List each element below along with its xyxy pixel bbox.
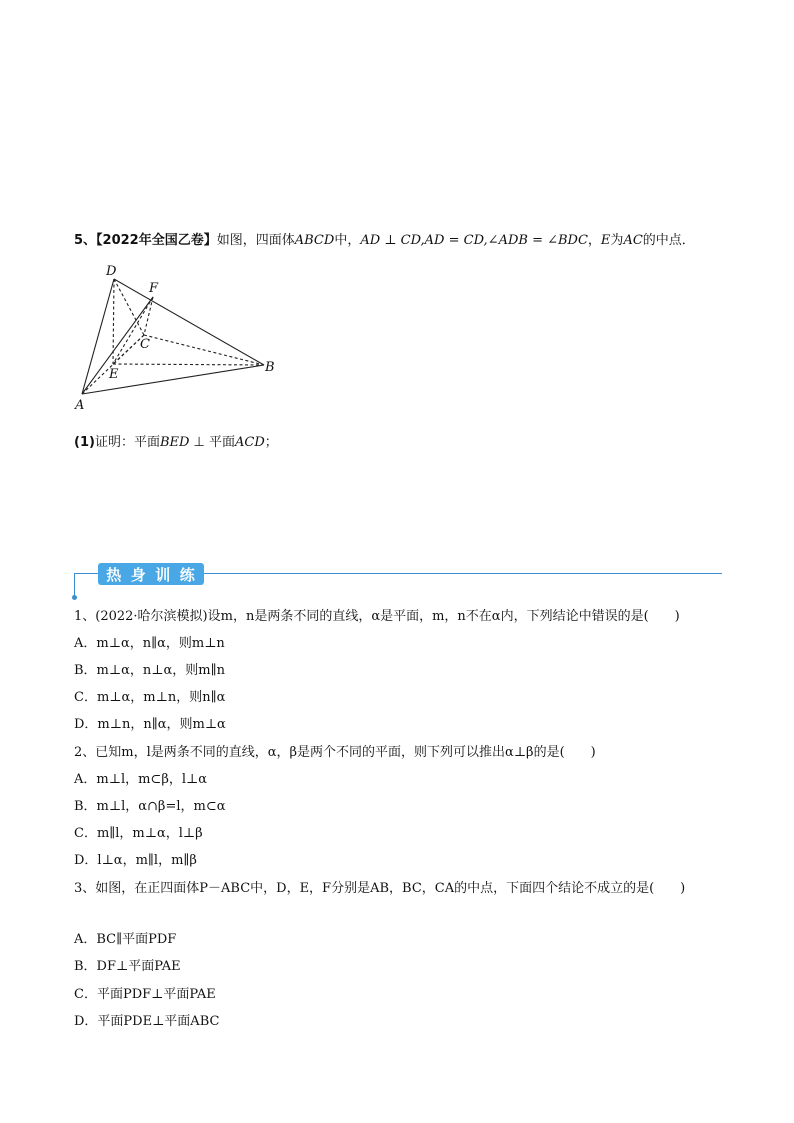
section-dot bbox=[72, 595, 77, 600]
condition-formula: AD ⊥ CD,AD = CD,∠ADB = ∠BDC bbox=[360, 233, 588, 248]
section-rule-left-top bbox=[74, 573, 98, 574]
question-1-stem: 1、(2022·哈尔滨模拟)设m，n是两条不同的直线，α是平面，m，n不在α内，下列结论中错误的是( ) bbox=[74, 609, 680, 624]
question-3-option-c: C．平面PDF⊥平面PAE bbox=[74, 987, 216, 1002]
edge-CB bbox=[144, 335, 264, 365]
label-C: C bbox=[140, 337, 150, 352]
source-tag: 【2022年全国乙卷】 bbox=[96, 233, 217, 248]
section-rule bbox=[196, 573, 722, 574]
question-3-stem: 3、如图，在正四面体P－ABC中，D，E，F分别是AB，BC，CA的中点，下面四个结论不成立的是( ) bbox=[74, 881, 686, 896]
question-1-option-c: C．m⊥α，m⊥n，则n∥α bbox=[74, 690, 226, 705]
question-3-option-d: D．平面PDE⊥平面ABC bbox=[74, 1014, 220, 1029]
question-2-option-d: D．l⊥α，m∥l，m∥β bbox=[74, 853, 197, 868]
edge-EB bbox=[113, 364, 264, 365]
edge-DB bbox=[114, 279, 264, 365]
label-A: A bbox=[75, 398, 85, 413]
question-3-option-a: A．BC∥平面PDF bbox=[74, 932, 177, 947]
question-1-option-d: D．m⊥n，n∥α，则m⊥α bbox=[74, 717, 226, 732]
edge-FE bbox=[113, 297, 153, 364]
question-2-option-c: C．m∥l，m⊥α，l⊥β bbox=[74, 826, 203, 841]
question-5-part-1: (1)证明：平面BED ⊥ 平面ACD； bbox=[74, 435, 278, 450]
label-E: E bbox=[109, 367, 119, 382]
question-1-option-b: B．m⊥α，n⊥α，则m∥n bbox=[74, 663, 225, 678]
label-D: D bbox=[106, 264, 117, 279]
question-1-option-a: A．m⊥α，n∥α，则m⊥n bbox=[74, 636, 225, 651]
question-2-option-a: A．m⊥l，m⊂β，l⊥α bbox=[74, 772, 207, 787]
question-2-stem: 2、已知m，l是两条不同的直线，α，β是两个不同的平面，则下列可以推出α⊥β的是( ) bbox=[74, 745, 596, 760]
question-5-stem: 5、【2022年全国乙卷】如图，四面体ABCD中，AD ⊥ CD,AD = CD,∠ADB = ∠BDC，E为AC的中点． bbox=[74, 233, 695, 248]
question-3-option-b: B．DF⊥平面PAE bbox=[74, 959, 181, 974]
tetrahedron-figure bbox=[74, 260, 284, 415]
question-number: 5、 bbox=[74, 233, 97, 248]
label-F: F bbox=[149, 281, 159, 296]
section-title-warmup: 热 身 训 练 bbox=[98, 563, 204, 585]
section-rule-left bbox=[74, 573, 75, 597]
question-2-option-b: B．m⊥l，α∩β=l，m⊂α bbox=[74, 799, 226, 814]
label-B: B bbox=[265, 360, 275, 375]
